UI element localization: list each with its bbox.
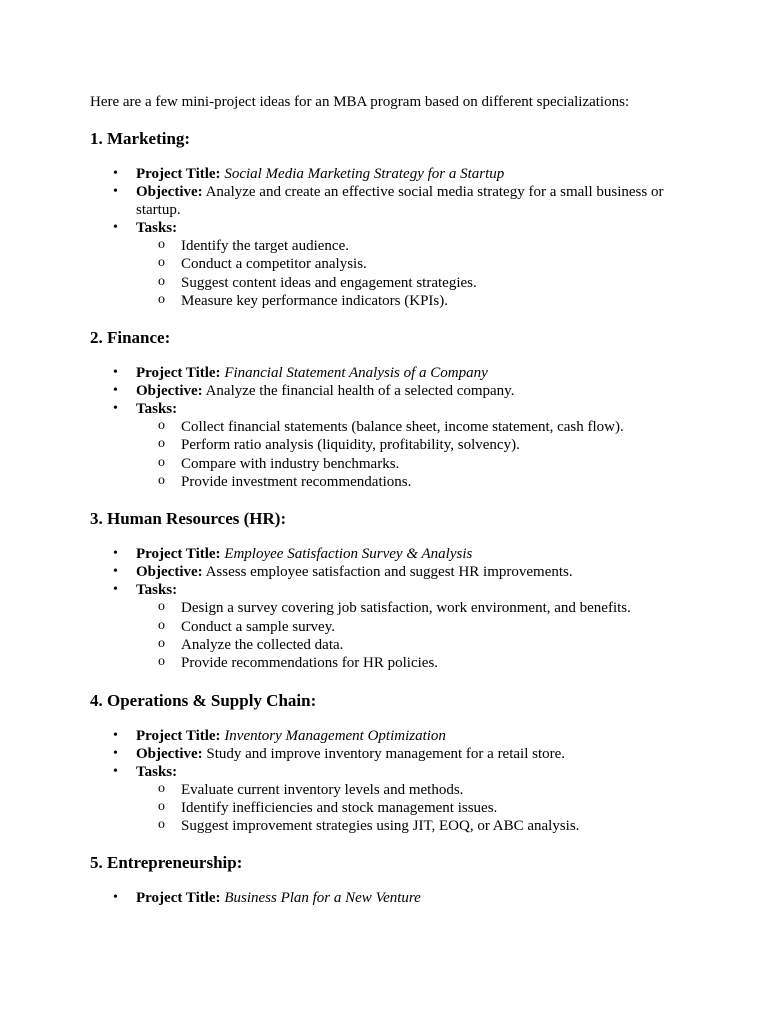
bullet-icon: • bbox=[113, 220, 118, 235]
task-item bbox=[136, 473, 690, 491]
project-title-item-label: Project Title: bbox=[136, 166, 221, 182]
task-item bbox=[136, 781, 690, 799]
bullet-icon: • bbox=[113, 727, 118, 743]
section-bullet-list bbox=[90, 165, 690, 310]
task-text: Analyze the collected data. bbox=[181, 636, 344, 653]
task-text: Suggest improvement strategies using JIT, EOQ, or ABC analysis. bbox=[181, 818, 580, 835]
tasks-item bbox=[90, 581, 690, 672]
task-item bbox=[136, 255, 690, 273]
project-title-item-value: Social Media Marketing Strategy for a Startup bbox=[224, 166, 505, 182]
project-title-item bbox=[90, 889, 690, 907]
project-title-item bbox=[90, 545, 690, 563]
project-title-item bbox=[90, 364, 690, 382]
task-text: Suggest content ideas and engagement strategies. bbox=[181, 274, 477, 291]
document-page bbox=[90, 93, 690, 925]
intro-paragraph: Here are a few mini-project ideas for an MBA program based on different specializations: bbox=[90, 94, 630, 110]
bullet-icon: • bbox=[113, 763, 118, 779]
task-text: Perform ratio analysis (liquidity, profitability, solvency). bbox=[181, 437, 520, 454]
objective-item-label: Objective: bbox=[136, 745, 203, 762]
section-bullet-list bbox=[90, 545, 690, 672]
tasks-item-label: Tasks: bbox=[136, 220, 178, 236]
task-text: Identify the target audience. bbox=[181, 238, 349, 254]
project-title-item bbox=[90, 165, 690, 183]
objective-item-value: Study and improve inventory management for a retail store. bbox=[206, 745, 566, 762]
objective-item-value: Analyze and create an effective social media strategy for a small business or startup. bbox=[136, 184, 664, 218]
bullet-icon: • bbox=[113, 564, 118, 580]
circle-bullet-icon: o bbox=[158, 780, 165, 796]
task-list bbox=[136, 781, 690, 836]
task-list bbox=[136, 237, 690, 310]
circle-bullet-icon: o bbox=[158, 599, 165, 615]
project-title-item-value: Financial Statement Analysis of a Company bbox=[224, 365, 488, 382]
section-bullet-list bbox=[90, 889, 690, 907]
tasks-item bbox=[90, 763, 690, 836]
task-text: Evaluate current inventory levels and methods. bbox=[181, 781, 464, 798]
bullet-icon: • bbox=[113, 745, 118, 761]
project-title-item-value: Business Plan for a New Venture bbox=[224, 890, 421, 907]
bullet-icon: • bbox=[113, 890, 118, 906]
bullet-icon: • bbox=[113, 582, 118, 598]
circle-bullet-icon: o bbox=[158, 255, 165, 271]
project-title-item-value: Employee Satisfaction Survey & Analysis bbox=[224, 546, 473, 563]
task-item bbox=[136, 237, 690, 255]
circle-bullet-icon: o bbox=[158, 237, 165, 252]
tasks-item-label: Tasks: bbox=[136, 401, 178, 418]
project-title-item bbox=[90, 727, 690, 745]
section-heading: 5. Entrepreneurship: bbox=[90, 853, 243, 873]
objective-item-value: Assess employee satisfaction and suggest HR improvements. bbox=[205, 564, 573, 581]
objective-item-label: Objective: bbox=[136, 184, 203, 200]
project-title-item-label: Project Title: bbox=[136, 546, 221, 563]
task-text: Conduct a competitor analysis. bbox=[181, 256, 367, 273]
task-item bbox=[136, 455, 690, 473]
circle-bullet-icon: o bbox=[158, 798, 165, 814]
task-item bbox=[136, 654, 690, 672]
objective-item-label: Objective: bbox=[136, 383, 203, 400]
project-title-item-label: Project Title: bbox=[136, 727, 221, 744]
task-text: Identify inefficiencies and stock management issues. bbox=[181, 799, 498, 816]
tasks-item-label: Tasks: bbox=[136, 763, 178, 780]
section-bullet-list bbox=[90, 727, 690, 836]
project-title-item-label: Project Title: bbox=[136, 890, 221, 907]
task-text: Compare with industry benchmarks. bbox=[181, 455, 400, 472]
circle-bullet-icon: o bbox=[158, 635, 165, 651]
circle-bullet-icon: o bbox=[158, 473, 165, 489]
task-item bbox=[136, 618, 690, 636]
task-text: Provide investment recommendations. bbox=[181, 474, 412, 491]
circle-bullet-icon: o bbox=[158, 418, 165, 434]
circle-bullet-icon: o bbox=[158, 454, 165, 470]
tasks-item-label: Tasks: bbox=[136, 582, 178, 599]
task-item bbox=[136, 636, 690, 654]
objective-item bbox=[90, 563, 690, 581]
task-text: Conduct a sample survey. bbox=[181, 618, 335, 635]
objective-item-value: Analyze the financial health of a selected company. bbox=[205, 383, 515, 400]
circle-bullet-icon: o bbox=[158, 617, 165, 633]
task-item bbox=[136, 817, 690, 835]
task-item bbox=[136, 418, 690, 436]
task-item bbox=[136, 599, 690, 617]
section-heading: 1. Marketing: bbox=[90, 129, 191, 148]
section-heading: 4. Operations & Supply Chain: bbox=[90, 690, 317, 710]
objective-item bbox=[90, 382, 690, 400]
objective-item-label: Objective: bbox=[136, 564, 203, 581]
section-heading: 3. Human Resources (HR): bbox=[90, 509, 287, 529]
circle-bullet-icon: o bbox=[158, 291, 165, 307]
circle-bullet-icon: o bbox=[158, 817, 165, 833]
bullet-icon: • bbox=[113, 401, 118, 417]
task-item bbox=[136, 274, 690, 292]
task-list bbox=[136, 599, 690, 672]
bullet-icon: • bbox=[113, 383, 118, 399]
circle-bullet-icon: o bbox=[158, 436, 165, 452]
section-bullet-list bbox=[90, 364, 690, 491]
task-text: Measure key performance indicators (KPIs). bbox=[181, 292, 448, 309]
task-text: Design a survey covering job satisfaction, work environment, and benefits. bbox=[181, 600, 631, 617]
task-text: Collect financial statements (balance sheet, income statement, cash flow). bbox=[181, 419, 624, 436]
task-item bbox=[136, 292, 690, 310]
task-item bbox=[136, 436, 690, 454]
project-title-item-value: Inventory Management Optimization bbox=[224, 727, 446, 744]
section-heading: 2. Finance: bbox=[90, 328, 171, 348]
task-item bbox=[136, 799, 690, 817]
tasks-item bbox=[90, 400, 690, 491]
task-list bbox=[136, 418, 690, 491]
bullet-icon: • bbox=[113, 546, 118, 562]
tasks-item bbox=[90, 219, 690, 310]
circle-bullet-icon: o bbox=[158, 273, 165, 289]
bullet-icon: • bbox=[113, 166, 118, 181]
bullet-icon: • bbox=[113, 365, 118, 381]
sections-container bbox=[90, 129, 690, 907]
bullet-icon: • bbox=[113, 184, 118, 199]
objective-item bbox=[90, 745, 690, 763]
circle-bullet-icon: o bbox=[158, 654, 165, 670]
task-text: Provide recommendations for HR policies. bbox=[181, 655, 439, 672]
objective-item bbox=[90, 183, 690, 219]
project-title-item-label: Project Title: bbox=[136, 365, 221, 382]
